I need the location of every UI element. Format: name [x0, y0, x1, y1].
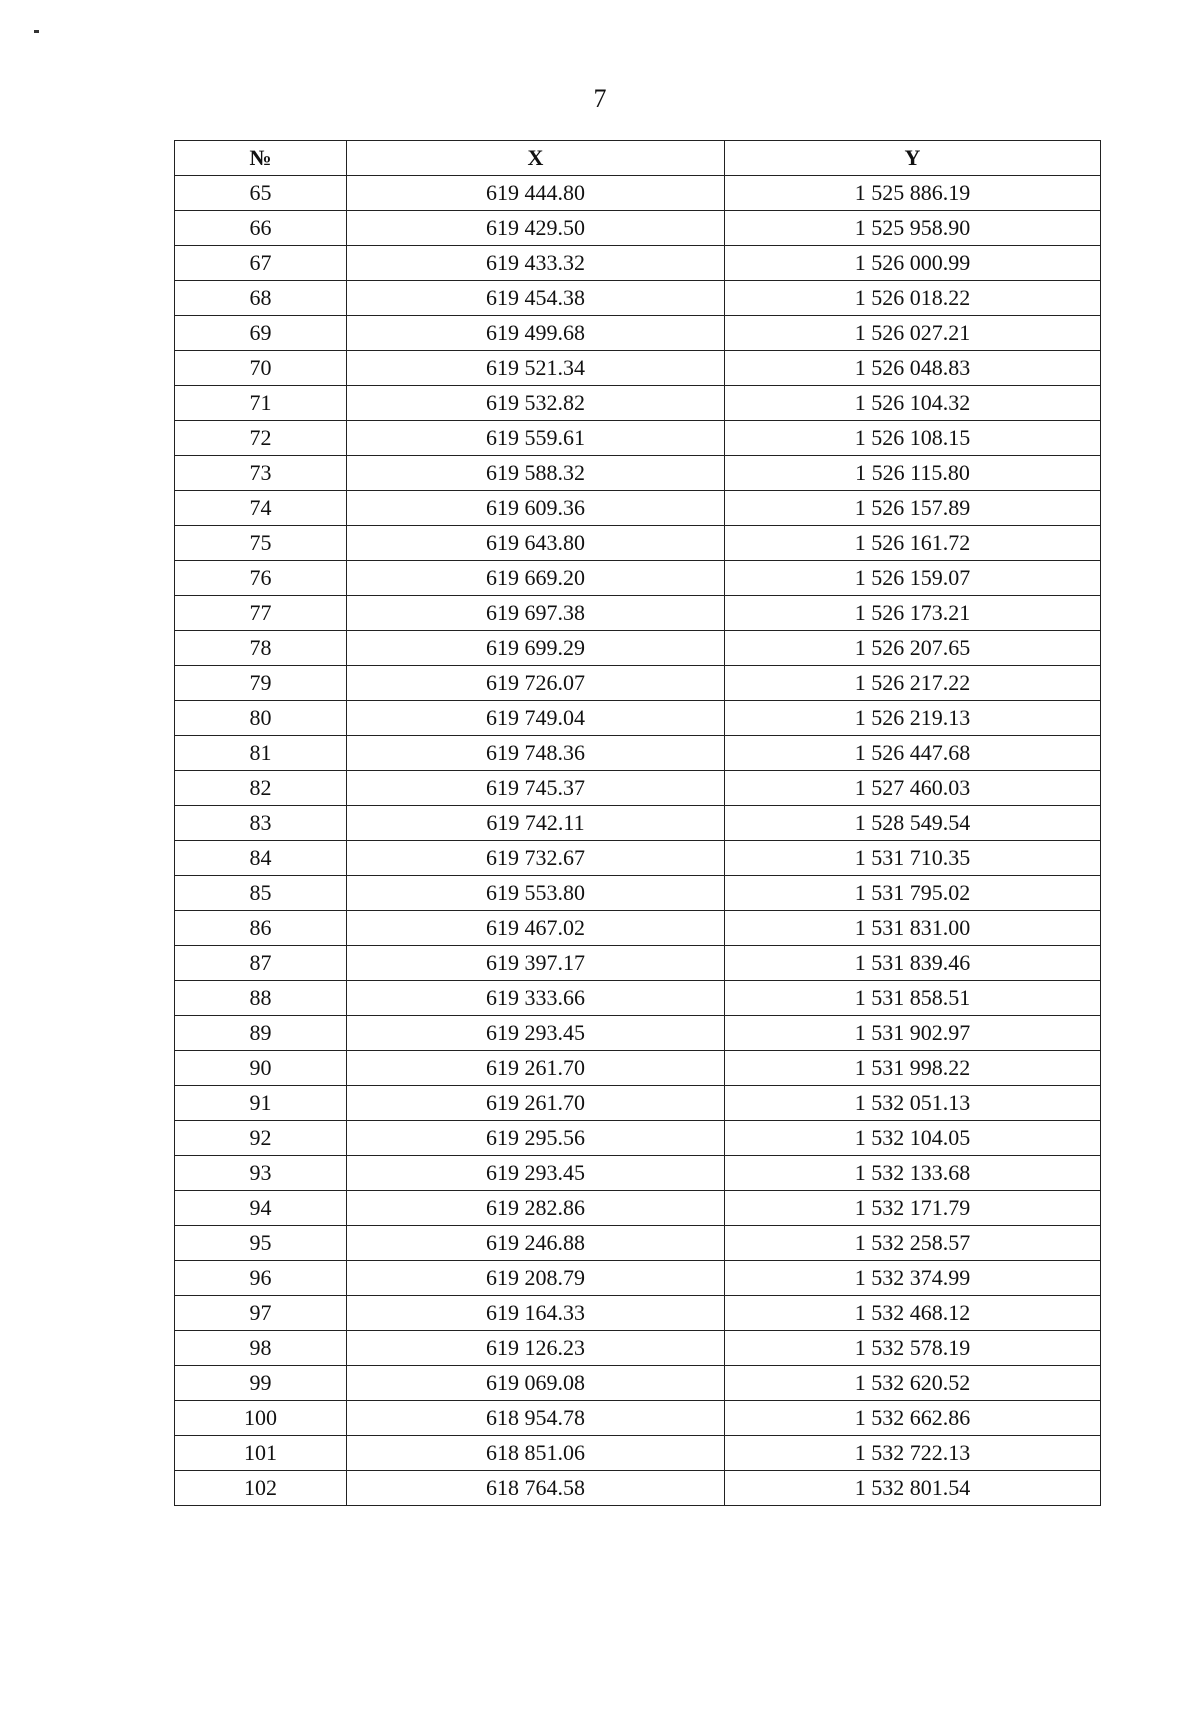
table-row	[175, 1366, 1101, 1401]
y-coordinate-cell: 1 532 104.05	[725, 1121, 1101, 1156]
y-coordinate-cell: 1 525 886.19	[725, 176, 1101, 211]
y-coordinate-cell: 1 532 171.79	[725, 1191, 1101, 1226]
point-number-cell: 97	[175, 1296, 347, 1331]
x-coordinate-cell: 619 454.38	[347, 281, 725, 316]
x-coordinate-cell: 619 699.29	[347, 631, 725, 666]
table-row	[175, 596, 1101, 631]
point-number-cell: 74	[175, 491, 347, 526]
x-coordinate-cell: 619 742.11	[347, 806, 725, 841]
table-row	[175, 1156, 1101, 1191]
x-coordinate-cell: 619 208.79	[347, 1261, 725, 1296]
point-number-cell: 71	[175, 386, 347, 421]
x-coordinate-cell: 619 499.68	[347, 316, 725, 351]
y-coordinate-cell: 1 532 374.99	[725, 1261, 1101, 1296]
table-row	[175, 1191, 1101, 1226]
point-number-cell: 89	[175, 1016, 347, 1051]
y-coordinate-cell: 1 532 722.13	[725, 1436, 1101, 1471]
x-coordinate-cell: 619 261.70	[347, 1086, 725, 1121]
table-body	[175, 176, 1101, 1506]
y-coordinate-cell: 1 526 159.07	[725, 561, 1101, 596]
y-coordinate-cell: 1 526 104.32	[725, 386, 1101, 421]
point-number-cell: 80	[175, 701, 347, 736]
y-coordinate-cell: 1 526 000.99	[725, 246, 1101, 281]
y-coordinate-cell: 1 532 620.52	[725, 1366, 1101, 1401]
x-coordinate-cell: 619 333.66	[347, 981, 725, 1016]
point-number-cell: 73	[175, 456, 347, 491]
table-row	[175, 281, 1101, 316]
table-row	[175, 1331, 1101, 1366]
x-coordinate-cell: 619 643.80	[347, 526, 725, 561]
point-number-cell: 86	[175, 911, 347, 946]
point-number-cell: 90	[175, 1051, 347, 1086]
y-coordinate-cell: 1 532 051.13	[725, 1086, 1101, 1121]
point-number-cell: 95	[175, 1226, 347, 1261]
table-row	[175, 666, 1101, 701]
y-coordinate-cell: 1 532 801.54	[725, 1471, 1101, 1506]
x-coordinate-cell: 619 293.45	[347, 1156, 725, 1191]
table-row	[175, 421, 1101, 456]
point-number-cell: 96	[175, 1261, 347, 1296]
y-coordinate-cell: 1 526 018.22	[725, 281, 1101, 316]
point-number-cell: 76	[175, 561, 347, 596]
y-coordinate-cell: 1 531 858.51	[725, 981, 1101, 1016]
table-row	[175, 911, 1101, 946]
x-coordinate-cell: 619 126.23	[347, 1331, 725, 1366]
table-row	[175, 1401, 1101, 1436]
y-coordinate-cell: 1 532 578.19	[725, 1331, 1101, 1366]
point-number-cell: 72	[175, 421, 347, 456]
point-number-cell: 94	[175, 1191, 347, 1226]
table-row	[175, 1086, 1101, 1121]
table-row	[175, 316, 1101, 351]
point-number-cell: 93	[175, 1156, 347, 1191]
y-coordinate-cell: 1 528 549.54	[725, 806, 1101, 841]
header-x: X	[347, 141, 725, 176]
scan-speck	[34, 30, 39, 33]
x-coordinate-cell: 619 444.80	[347, 176, 725, 211]
point-number-cell: 99	[175, 1366, 347, 1401]
y-coordinate-cell: 1 526 219.13	[725, 701, 1101, 736]
table-row	[175, 1471, 1101, 1506]
x-coordinate-cell: 618 851.06	[347, 1436, 725, 1471]
y-coordinate-cell: 1 526 027.21	[725, 316, 1101, 351]
table-row	[175, 491, 1101, 526]
x-coordinate-cell: 619 748.36	[347, 736, 725, 771]
table-row	[175, 1261, 1101, 1296]
y-coordinate-cell: 1 532 258.57	[725, 1226, 1101, 1261]
point-number-cell: 78	[175, 631, 347, 666]
x-coordinate-cell: 619 697.38	[347, 596, 725, 631]
table-row	[175, 386, 1101, 421]
x-coordinate-cell: 619 745.37	[347, 771, 725, 806]
x-coordinate-cell: 619 282.86	[347, 1191, 725, 1226]
point-number-cell: 69	[175, 316, 347, 351]
point-number-cell: 85	[175, 876, 347, 911]
page-number: 7	[593, 84, 607, 113]
y-coordinate-cell: 1 531 839.46	[725, 946, 1101, 981]
point-number-cell: 82	[175, 771, 347, 806]
point-number-cell: 102	[175, 1471, 347, 1506]
table-row	[175, 1436, 1101, 1471]
table-row	[175, 1051, 1101, 1086]
x-coordinate-cell: 619 429.50	[347, 211, 725, 246]
point-number-cell: 87	[175, 946, 347, 981]
y-coordinate-cell: 1 526 115.80	[725, 456, 1101, 491]
x-coordinate-cell: 619 588.32	[347, 456, 725, 491]
y-coordinate-cell: 1 531 710.35	[725, 841, 1101, 876]
x-coordinate-cell: 619 246.88	[347, 1226, 725, 1261]
table-row	[175, 246, 1101, 281]
x-coordinate-cell: 618 764.58	[347, 1471, 725, 1506]
point-number-cell: 88	[175, 981, 347, 1016]
x-coordinate-cell: 619 467.02	[347, 911, 725, 946]
y-coordinate-cell: 1 527 460.03	[725, 771, 1101, 806]
point-number-cell: 77	[175, 596, 347, 631]
x-coordinate-cell: 619 261.70	[347, 1051, 725, 1086]
table-row	[175, 1016, 1101, 1051]
x-coordinate-cell: 618 954.78	[347, 1401, 725, 1436]
x-coordinate-cell: 619 069.08	[347, 1366, 725, 1401]
x-coordinate-cell: 619 164.33	[347, 1296, 725, 1331]
y-coordinate-cell: 1 531 998.22	[725, 1051, 1101, 1086]
x-coordinate-cell: 619 559.61	[347, 421, 725, 456]
header-number: №	[175, 141, 347, 176]
table-row	[175, 841, 1101, 876]
table-row	[175, 631, 1101, 666]
table-row	[175, 561, 1101, 596]
point-number-cell: 79	[175, 666, 347, 701]
y-coordinate-cell: 1 531 795.02	[725, 876, 1101, 911]
point-number-cell: 65	[175, 176, 347, 211]
x-coordinate-cell: 619 532.82	[347, 386, 725, 421]
x-coordinate-cell: 619 609.36	[347, 491, 725, 526]
x-coordinate-cell: 619 749.04	[347, 701, 725, 736]
x-coordinate-cell: 619 669.20	[347, 561, 725, 596]
x-coordinate-cell: 619 433.32	[347, 246, 725, 281]
table-row	[175, 771, 1101, 806]
table-row	[175, 736, 1101, 771]
point-number-cell: 67	[175, 246, 347, 281]
x-coordinate-cell: 619 295.56	[347, 1121, 725, 1156]
point-number-cell: 91	[175, 1086, 347, 1121]
y-coordinate-cell: 1 531 902.97	[725, 1016, 1101, 1051]
x-coordinate-cell: 619 521.34	[347, 351, 725, 386]
x-coordinate-cell: 619 397.17	[347, 946, 725, 981]
x-coordinate-cell: 619 293.45	[347, 1016, 725, 1051]
y-coordinate-cell: 1 531 831.00	[725, 911, 1101, 946]
table-row	[175, 1226, 1101, 1261]
y-coordinate-cell: 1 525 958.90	[725, 211, 1101, 246]
y-coordinate-cell: 1 526 447.68	[725, 736, 1101, 771]
header-row	[175, 141, 1101, 176]
point-number-cell: 83	[175, 806, 347, 841]
table-row	[175, 806, 1101, 841]
y-coordinate-cell: 1 526 217.22	[725, 666, 1101, 701]
table-row	[175, 526, 1101, 561]
point-number-cell: 101	[175, 1436, 347, 1471]
x-coordinate-cell: 619 553.80	[347, 876, 725, 911]
y-coordinate-cell: 1 526 157.89	[725, 491, 1101, 526]
point-number-cell: 98	[175, 1331, 347, 1366]
table-row	[175, 1296, 1101, 1331]
y-coordinate-cell: 1 526 161.72	[725, 526, 1101, 561]
table-row	[175, 1121, 1101, 1156]
table-row	[175, 351, 1101, 386]
table-row	[175, 981, 1101, 1016]
point-number-cell: 75	[175, 526, 347, 561]
y-coordinate-cell: 1 526 108.15	[725, 421, 1101, 456]
header-y: Y	[725, 141, 1101, 176]
point-number-cell: 84	[175, 841, 347, 876]
point-number-cell: 66	[175, 211, 347, 246]
table-row	[175, 946, 1101, 981]
point-number-cell: 92	[175, 1121, 347, 1156]
y-coordinate-cell: 1 532 133.68	[725, 1156, 1101, 1191]
x-coordinate-cell: 619 726.07	[347, 666, 725, 701]
point-number-cell: 68	[175, 281, 347, 316]
table-row	[175, 211, 1101, 246]
table-row	[175, 701, 1101, 736]
table-row	[175, 876, 1101, 911]
table-header	[175, 141, 1101, 176]
point-number-cell: 70	[175, 351, 347, 386]
point-number-cell: 81	[175, 736, 347, 771]
y-coordinate-cell: 1 532 468.12	[725, 1296, 1101, 1331]
y-coordinate-cell: 1 526 173.21	[725, 596, 1101, 631]
table-row	[175, 456, 1101, 491]
y-coordinate-cell: 1 532 662.86	[725, 1401, 1101, 1436]
coordinates-table	[174, 140, 1101, 1506]
point-number-cell: 100	[175, 1401, 347, 1436]
x-coordinate-cell: 619 732.67	[347, 841, 725, 876]
table-row	[175, 176, 1101, 211]
y-coordinate-cell: 1 526 048.83	[725, 351, 1101, 386]
y-coordinate-cell: 1 526 207.65	[725, 631, 1101, 666]
